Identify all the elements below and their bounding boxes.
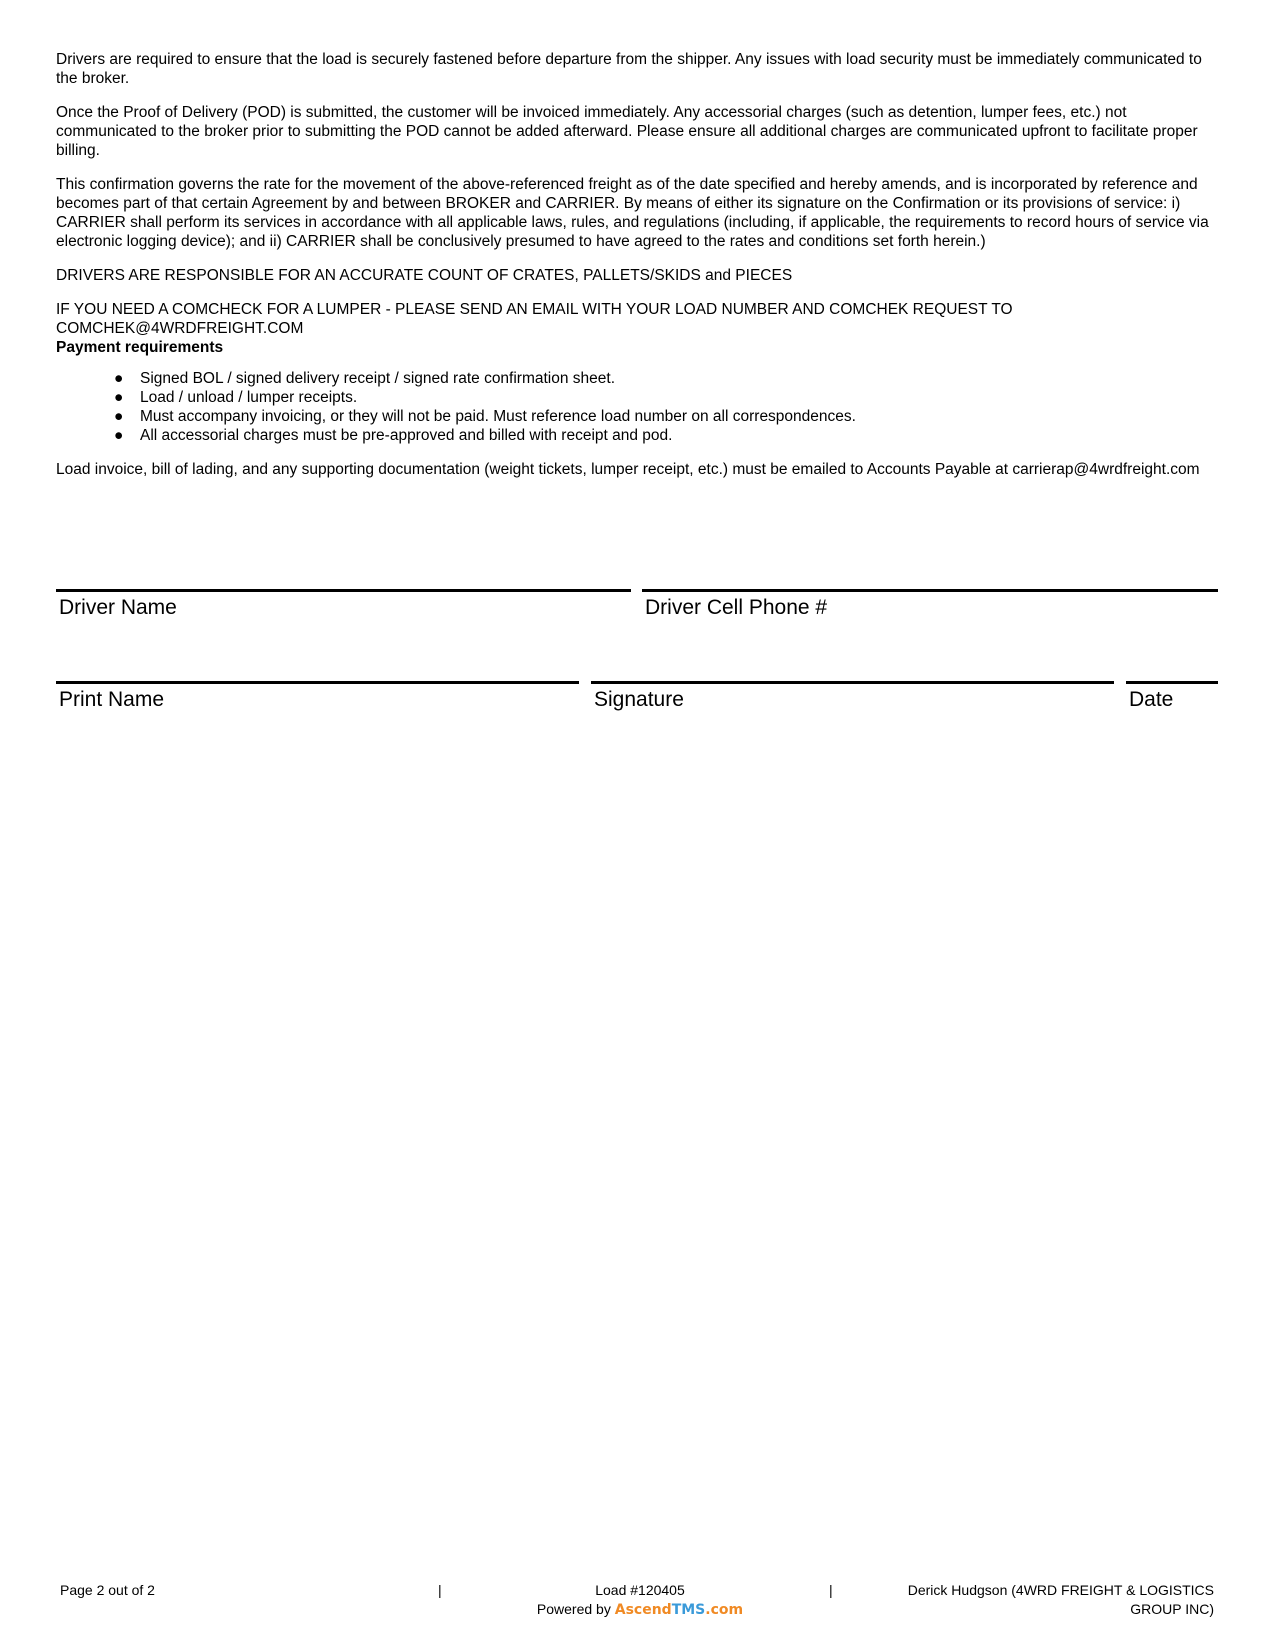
user-company-line-2: GROUP INC)	[1130, 1601, 1214, 1617]
pod-invoicing-paragraph: Once the Proof of Delivery (POD) is submitted, the customer will be invoiced immediately. Any accessorial charges (such as detention, lumper fees, etc.) not communicated to the broker prior to submitting the POD cannot be added afterward. Please ensure all additional charges are communicated upfront to facilitate proper billing.	[56, 104, 1198, 159]
signature-row	[56, 681, 1218, 713]
print-name-label: Print Name	[59, 688, 165, 711]
date-label: Date	[1129, 688, 1174, 711]
comcheck-notice: IF YOU NEED A COMCHECK FOR A LUMPER - PLEASE SEND AN EMAIL WITH YOUR LOAD NUMBER AND COMCHEK REQUEST TO COMCHEK@4WRDFREIGHT.COM	[56, 301, 1013, 337]
document-body	[56, 50, 1216, 494]
list-item	[114, 388, 1216, 407]
bullet-icon: ●	[114, 427, 124, 444]
signature-label: Signature	[594, 688, 684, 711]
footer-user	[874, 1581, 1214, 1619]
payment-requirements-heading: Payment requirements	[56, 339, 224, 356]
powered-by-label: Powered by	[536, 1601, 611, 1617]
list-item-text: Must accompany invoicing, or they will not be paid. Must reference load number on all correspondences.	[140, 408, 856, 425]
ascendtms-logo: AscendTMS.com	[614, 1602, 744, 1618]
print-name-field[interactable]	[56, 681, 579, 713]
list-item	[114, 407, 1216, 426]
bullet-icon: ●	[114, 389, 124, 406]
driver-name-label: Driver Name	[59, 596, 177, 619]
driver-cell-phone-field[interactable]	[642, 589, 1218, 621]
load-security-paragraph: Drivers are required to ensure that the load is securely fastened before departure from the shipper. Any issues with load security must be immediately communicated to the broker.	[56, 51, 1202, 87]
load-number: Load #120405	[595, 1582, 685, 1598]
signature-field[interactable]	[591, 681, 1114, 713]
footer-center	[480, 1581, 800, 1620]
footer-separator: |	[438, 1582, 442, 1598]
payment-requirements-list	[56, 369, 1216, 445]
list-item-text: Signed BOL / signed delivery receipt / signed rate confirmation sheet.	[140, 370, 616, 387]
invoice-submission-note: Load invoice, bill of lading, and any supporting documentation (weight tickets, lumper receipt, etc.) must be emailed to Accounts Payable at carrierap@4wrdfreight.com	[56, 461, 1200, 478]
footer-separator: |	[829, 1582, 833, 1598]
list-item	[114, 426, 1216, 445]
user-company-line-1: Derick Hudgson (4WRD FREIGHT & LOGISTICS	[907, 1582, 1214, 1598]
page-number: Page 2 out of 2	[60, 1582, 155, 1598]
driver-name-field[interactable]	[56, 589, 631, 621]
bullet-icon: ●	[114, 408, 124, 425]
drivers-count-notice: DRIVERS ARE RESPONSIBLE FOR AN ACCURATE COUNT OF CRATES, PALLETS/SKIDS and PIECES	[56, 267, 793, 284]
list-item-text: All accessorial charges must be pre-approved and billed with receipt and pod.	[140, 427, 673, 444]
date-field[interactable]	[1126, 681, 1218, 713]
bullet-icon: ●	[114, 370, 124, 387]
list-item-text: Load / unload / lumper receipts.	[140, 389, 358, 406]
driver-info-row	[56, 589, 1218, 621]
list-item	[114, 369, 1216, 388]
powered-by-line	[480, 1600, 800, 1620]
driver-cell-phone-label: Driver Cell Phone #	[645, 596, 828, 619]
rate-confirmation-terms-paragraph: This confirmation governs the rate for the movement of the above-referenced freight as of the date specified and hereby amends, and is incorporated by reference and becomes part of that certain Agreement by and between BROKER and CARRIER. By means of either its signature on the Confirmation or its provisions of service: i) CARRIER shall perform its services in accordance with all applicable laws, rules, and regulations (including, if applicable, the requirements to record hours of service via electronic logging device); and ii) CARRIER shall be conclusively presumed to have agreed to the rates and conditions set forth herein.)	[56, 176, 1209, 250]
